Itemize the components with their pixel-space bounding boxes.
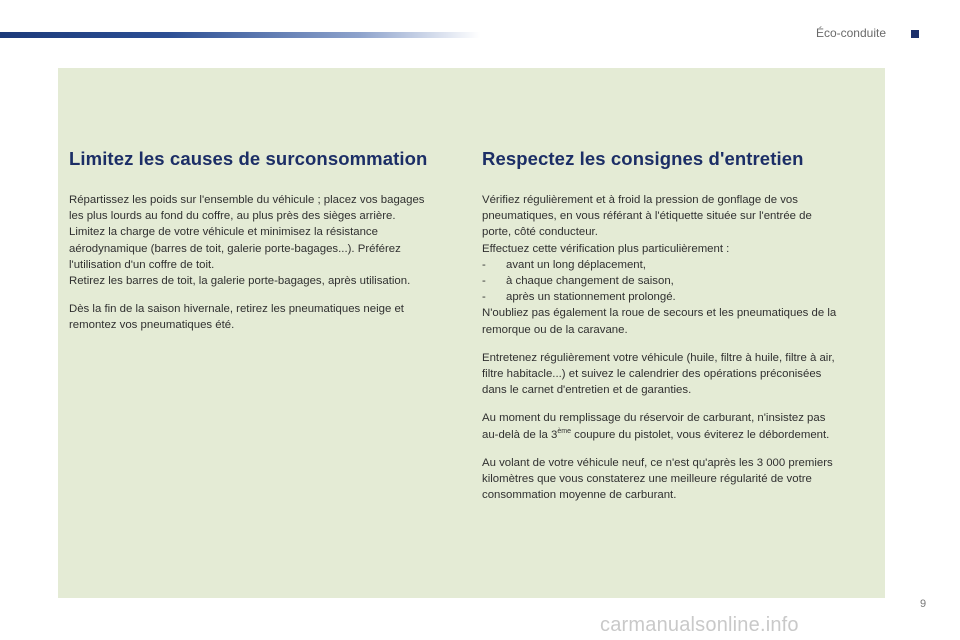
left-paragraph-1: Répartissez les poids sur l'ensemble du véhicule ; placez vos bagages les plus lourds au fond du coffre, au plus près des sièges arrière. Limitez la charge de votre véhicule et minimisez la résistance aérodynamique (barres de toit, galerie porte-bagages...). Préférez l'utilisation d'un coffre de toit. Retirez les barres de toit, la galerie porte-bagages, après utilisation. <box>69 194 425 288</box>
left-paragraph-2: Dès la fin de la saison hivernale, retirez les pneumatiques neige et remontez vos pneumatiques été. <box>69 303 404 332</box>
list-item: - à chaque changement de saison, <box>482 275 674 288</box>
section-marker <box>911 30 919 38</box>
right-paragraph-3: Au moment du remplissage du réservoir de carburant, n'insistez pas au-delà de la 3ème coupure du pistolet, vous éviterez le débordement. <box>482 412 830 441</box>
page-number: 9 <box>920 598 927 610</box>
left-heading: Limitez les causes de surconsommation <box>69 148 428 169</box>
right-column <box>482 148 877 515</box>
right-paragraph-2: Entretenez régulièrement votre véhicule (huile, filtre à huile, filtre à air, filtre habitacle...) et suivez le calendrier des opérations préconisées dans le carnet d'entretien et de garanties. <box>482 351 835 397</box>
list-item: - avant un long déplacement, <box>482 258 646 271</box>
section-title: Éco-conduite <box>815 26 886 40</box>
right-heading: Respectez les consignes d'entretien <box>482 148 804 169</box>
list-item: - après un stationnement prolongé. <box>482 291 676 304</box>
left-column <box>69 148 464 346</box>
right-paragraph-4: Au volant de votre véhicule neuf, ce n'est qu'après les 3 000 premiers kilomètres que vous constaterez une meilleure régularité de votre consommation moyenne de carburant. <box>482 456 833 502</box>
right-paragraph-1: Vérifiez régulièrement et à froid la pression de gonflage de vos pneumatiques, en vous référant à l'étiquette située sur l'entrée de porte, côté conducteur. Effectuez cette vérification plus particulièrement : - avant un long déplacement, - à chaque changement de saison, - après un stationnement prolongé. N'oubliez pas également la roue de secours et les pneumatiques de la remorque ou de la caravane. <box>482 192 877 338</box>
header-accent-bar <box>0 32 480 38</box>
watermark: carmanualsonline.info <box>600 614 799 636</box>
